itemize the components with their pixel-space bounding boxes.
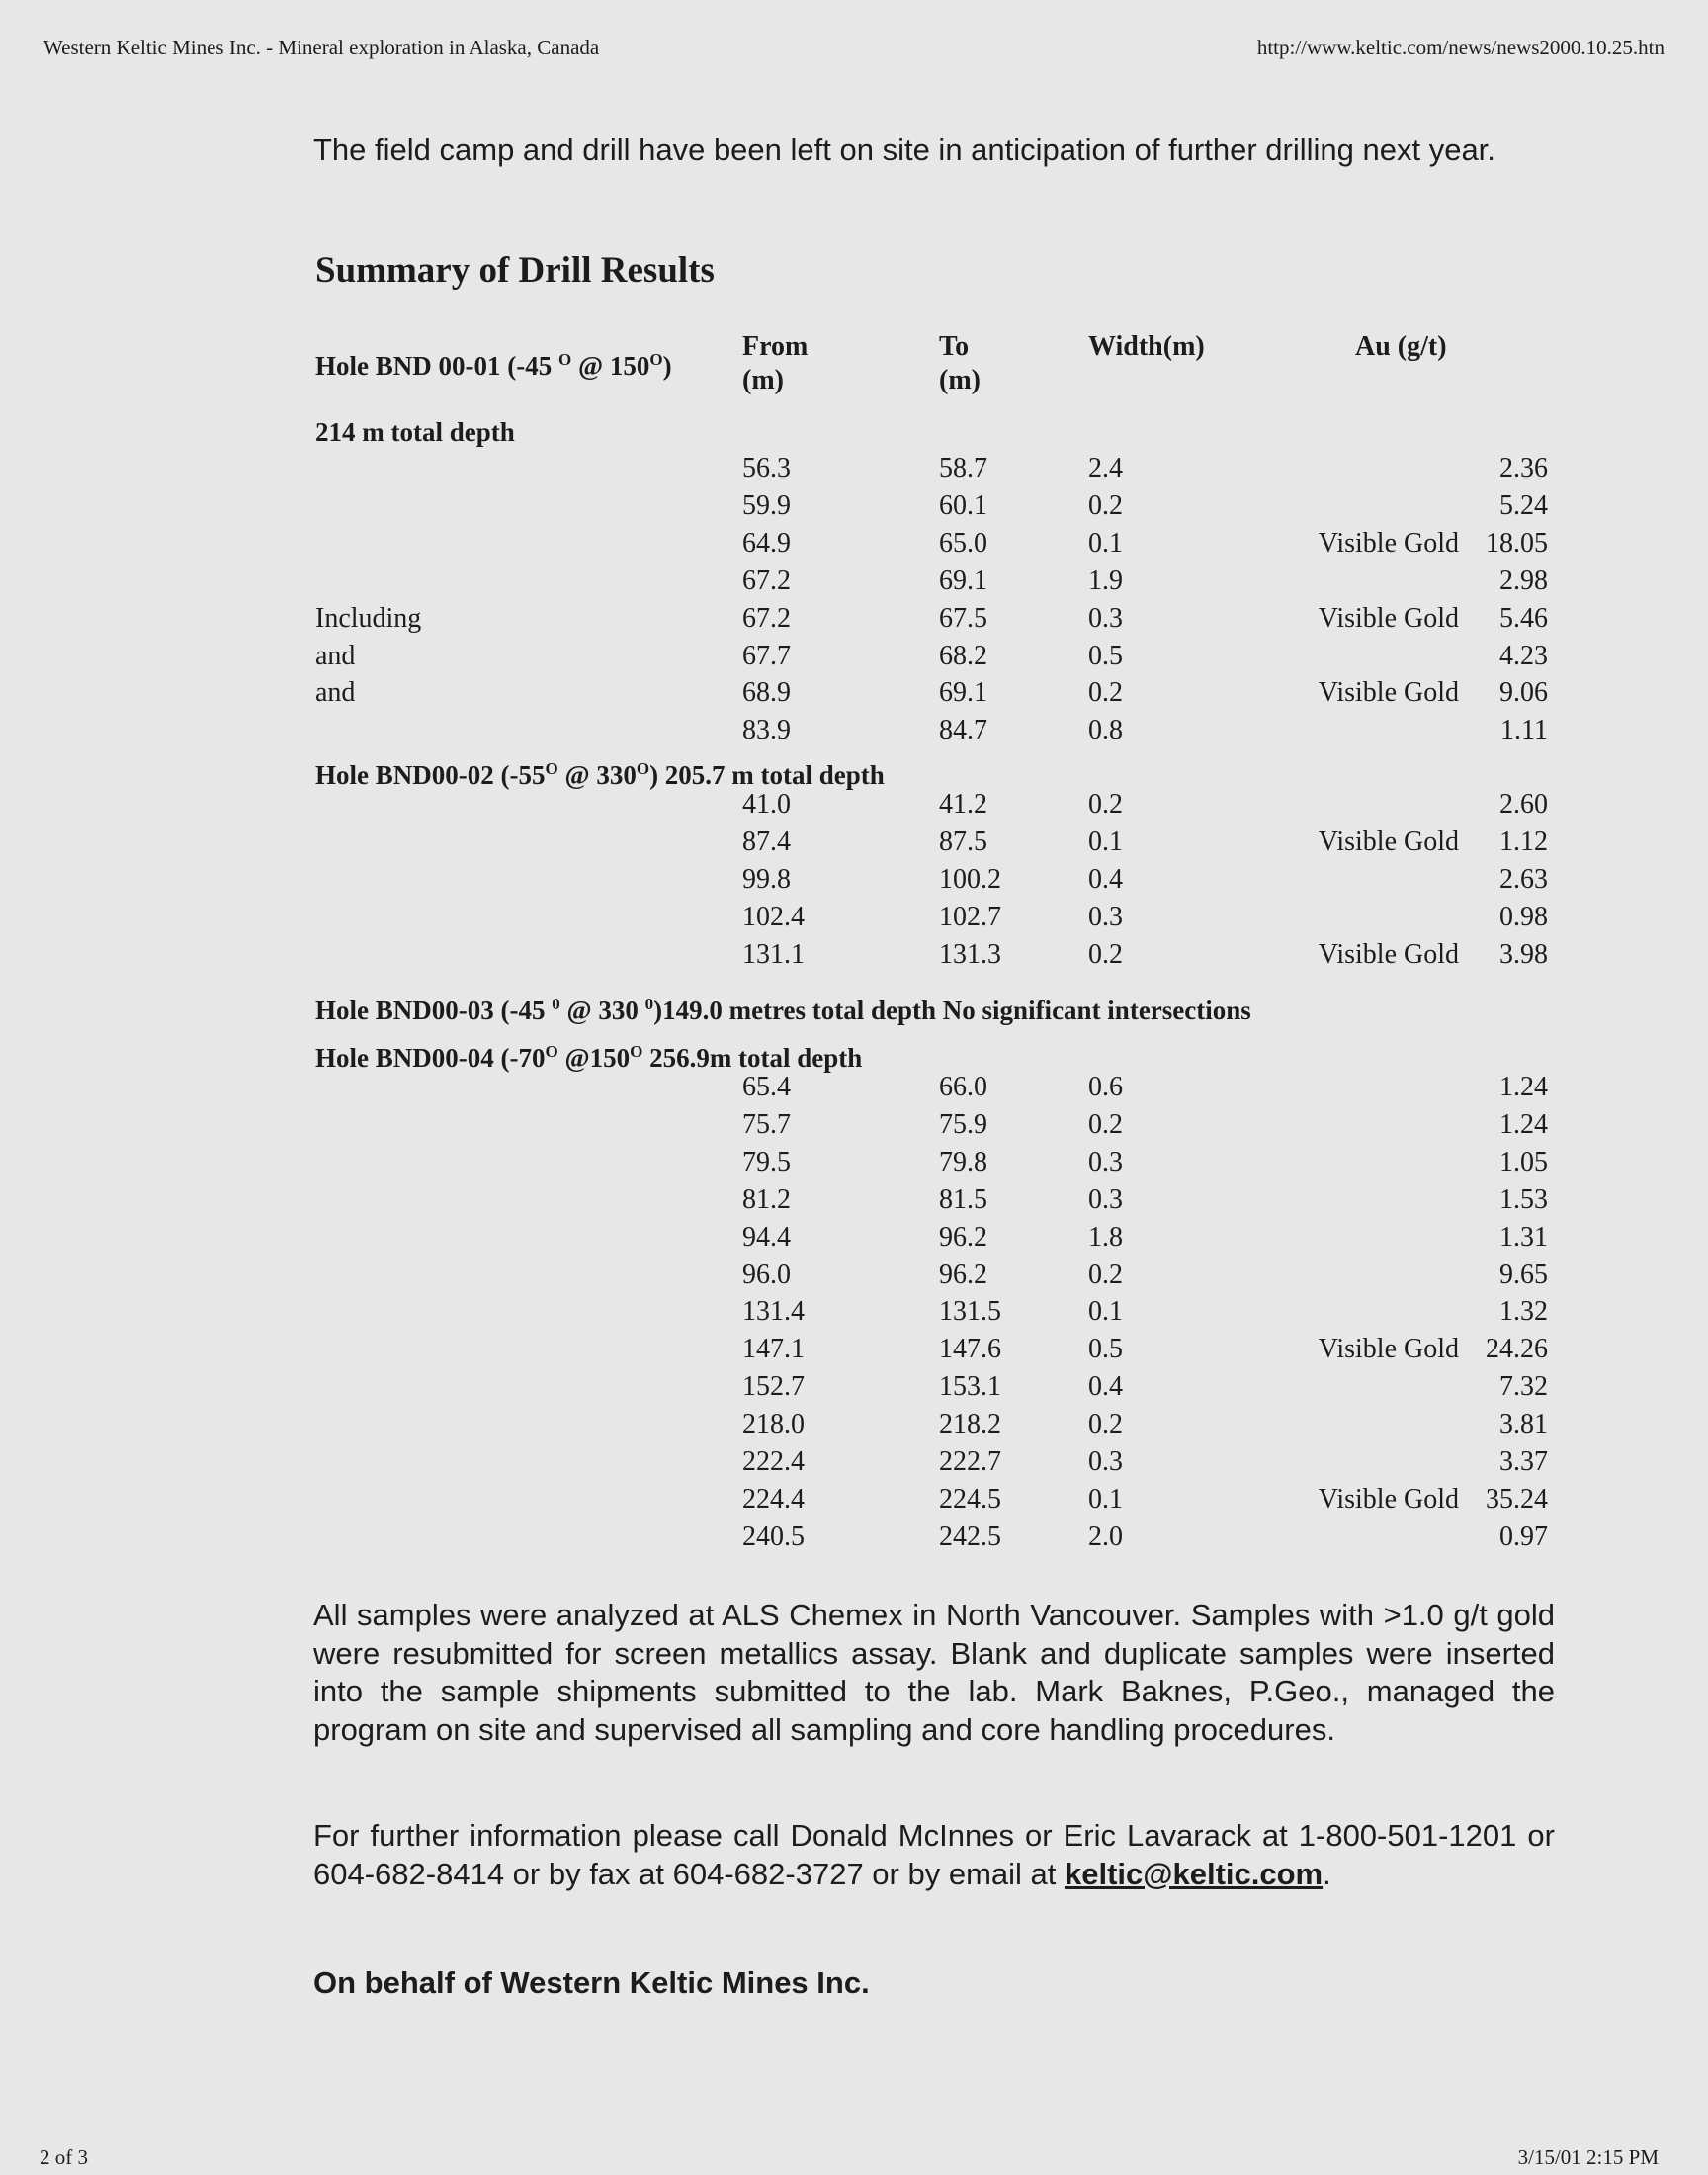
- column-header-width: Width(m): [1088, 331, 1205, 362]
- from-value: 59.9: [742, 489, 791, 521]
- print-timestamp: 3/15/01 2:15 PM: [1517, 2145, 1659, 2169]
- table-row: [0, 1333, 1708, 1366]
- from-label: From: [742, 331, 809, 362]
- au-value: 2.63: [1499, 863, 1548, 895]
- width-value: 0.3: [1088, 901, 1123, 932]
- from-value: 152.7: [742, 1371, 805, 1403]
- width-value: 1.9: [1088, 565, 1123, 596]
- table-row: [0, 676, 1708, 710]
- to-value: 153.1: [939, 1371, 1001, 1403]
- from-value: 218.0: [742, 1409, 805, 1440]
- width-value: 0.8: [1088, 715, 1123, 746]
- hole-title-text: @ 150: [571, 351, 650, 381]
- au-value: 3.37: [1499, 1446, 1548, 1477]
- hole-title-text: Hole BND00-04 (-70: [315, 1043, 546, 1073]
- au-value: 1.32: [1499, 1296, 1548, 1328]
- table-row: [0, 1295, 1708, 1329]
- hole-title: [315, 343, 672, 383]
- width-value: 0.2: [1088, 938, 1123, 970]
- to-value: 68.2: [939, 640, 987, 671]
- to-value: 131.3: [939, 938, 1001, 970]
- table-row: [0, 1483, 1708, 1517]
- au-value: 1.31: [1499, 1221, 1548, 1253]
- table-row: [0, 1146, 1708, 1179]
- to-value: 66.0: [939, 1072, 987, 1102]
- visible-gold-note: Visible Gold: [1318, 1483, 1459, 1515]
- to-value: 147.6: [939, 1334, 1001, 1365]
- to-unit: (m): [939, 365, 981, 395]
- au-value: 1.11: [1500, 715, 1548, 746]
- row-label: and: [315, 677, 356, 709]
- width-value: 0.1: [1088, 826, 1123, 857]
- to-value: 100.2: [939, 863, 1001, 895]
- from-value: 56.3: [742, 453, 791, 483]
- from-value: 222.4: [742, 1446, 805, 1477]
- hole-title-text: Hole BND00-03 (-45: [315, 996, 553, 1025]
- hole-title: [315, 988, 1251, 1027]
- au-value: 35.24: [1486, 1483, 1548, 1515]
- row-label: and: [315, 640, 356, 671]
- from-value: 131.1: [742, 938, 805, 970]
- from-value: 224.4: [742, 1483, 805, 1515]
- contact-text: For further information please call Donald McInnes or Eric Lavarack at 1-800-501-1201 or 604-682-8414 or by fax at 604-682-3727 or by email at: [313, 1818, 1555, 1891]
- from-value: 75.7: [742, 1108, 791, 1140]
- to-value: 84.7: [939, 715, 987, 746]
- table-row: [0, 1183, 1708, 1217]
- from-value: 65.4: [742, 1072, 791, 1102]
- to-value: 96.2: [939, 1221, 987, 1253]
- table-row: [0, 452, 1708, 485]
- table-row: [0, 938, 1708, 972]
- to-value: 69.1: [939, 565, 987, 596]
- table-row: [0, 1259, 1708, 1292]
- width-value: 0.3: [1088, 1446, 1123, 1477]
- from-value: 102.4: [742, 901, 805, 932]
- width-value: 0.2: [1088, 1409, 1123, 1440]
- hole-title-text: @ 330: [557, 760, 637, 790]
- signature-line: On behalf of Western Keltic Mines Inc.: [313, 1965, 870, 2000]
- au-value: 0.98: [1499, 901, 1548, 932]
- hole-title: [315, 752, 885, 792]
- width-value: 0.3: [1088, 602, 1123, 634]
- page-header-title: Western Keltic Mines Inc. - Mineral exploration in Alaska, Canada: [43, 36, 600, 59]
- au-value: 9.06: [1499, 677, 1548, 709]
- au-value: 9.65: [1499, 1259, 1548, 1290]
- from-value: 94.4: [742, 1221, 791, 1253]
- column-header-to: [939, 330, 981, 397]
- from-value: 131.4: [742, 1296, 805, 1328]
- width-value: 1.8: [1088, 1221, 1123, 1253]
- from-value: 99.8: [742, 863, 791, 895]
- au-value: 3.98: [1499, 938, 1548, 970]
- au-value: 7.32: [1499, 1371, 1548, 1403]
- to-value: 60.1: [939, 489, 987, 521]
- table-row: [0, 1408, 1708, 1441]
- intro-paragraph: The field camp and drill have been left on site in anticipation of further drilling next year.: [313, 132, 1495, 167]
- table-row: [0, 1521, 1708, 1554]
- width-value: 0.1: [1088, 1296, 1123, 1328]
- au-value: 4.23: [1499, 640, 1548, 671]
- au-value: 3.81: [1499, 1409, 1548, 1440]
- degree-mark: O: [545, 759, 558, 778]
- to-value: 69.1: [939, 677, 987, 709]
- width-value: 0.1: [1088, 1483, 1123, 1515]
- au-value: 2.36: [1499, 453, 1548, 483]
- table-row: [0, 489, 1708, 523]
- to-value: 81.5: [939, 1183, 987, 1215]
- contact-paragraph: [313, 1817, 1555, 1893]
- table-row: [0, 602, 1708, 636]
- from-value: 68.9: [742, 677, 791, 709]
- au-value: 1.24: [1499, 1108, 1548, 1140]
- au-value: 1.53: [1499, 1183, 1548, 1215]
- row-label: Including: [315, 602, 422, 634]
- from-unit: (m): [742, 365, 784, 395]
- to-value: 79.8: [939, 1146, 987, 1177]
- to-value: 102.7: [939, 901, 1001, 932]
- to-value: 222.7: [939, 1446, 1001, 1477]
- width-value: 0.5: [1088, 1334, 1123, 1365]
- hole-title-text: ) 205.7 m total depth: [649, 760, 885, 790]
- visible-gold-note: Visible Gold: [1318, 602, 1459, 634]
- width-value: 0.4: [1088, 1371, 1123, 1403]
- to-value: 224.5: [939, 1483, 1001, 1515]
- table-row: [0, 788, 1708, 822]
- degree-mark: O: [545, 1042, 558, 1061]
- table-row: [0, 1445, 1708, 1479]
- hole-title-text: Hole BND00-02 (-55: [315, 760, 546, 790]
- table-row: [0, 826, 1708, 859]
- visible-gold-note: Visible Gold: [1318, 527, 1459, 559]
- au-value: 0.97: [1499, 1521, 1548, 1552]
- width-value: 0.6: [1088, 1072, 1123, 1102]
- degree-mark: 0: [644, 995, 654, 1013]
- from-value: 240.5: [742, 1521, 805, 1552]
- width-value: 2.0: [1088, 1521, 1123, 1552]
- email-link[interactable]: keltic@keltic.com: [1064, 1856, 1324, 1891]
- to-value: 65.0: [939, 527, 987, 559]
- degree-mark: O: [630, 1042, 643, 1061]
- column-header-from: [742, 330, 808, 397]
- au-value: 5.24: [1499, 489, 1548, 521]
- table-row: [0, 1071, 1708, 1104]
- au-value: 5.46: [1499, 602, 1548, 634]
- to-value: 41.2: [939, 789, 987, 820]
- au-value: 24.26: [1486, 1334, 1548, 1365]
- from-value: 41.0: [742, 789, 791, 820]
- visible-gold-note: Visible Gold: [1318, 677, 1459, 709]
- au-value: 18.05: [1486, 527, 1548, 559]
- au-value: 2.98: [1499, 565, 1548, 596]
- from-value: 67.7: [742, 640, 791, 671]
- au-value: 1.24: [1499, 1072, 1548, 1102]
- table-row: [0, 901, 1708, 934]
- hole-title-text: Hole BND 00-01 (-45: [315, 351, 558, 381]
- from-value: 67.2: [742, 602, 791, 634]
- table-row: [0, 640, 1708, 673]
- table-row: [0, 527, 1708, 561]
- au-value: 1.05: [1499, 1146, 1548, 1177]
- width-value: 0.2: [1088, 1108, 1123, 1140]
- to-value: 96.2: [939, 1259, 987, 1290]
- width-value: 0.5: [1088, 640, 1123, 671]
- from-value: 64.9: [742, 527, 791, 559]
- table-row: [0, 1370, 1708, 1404]
- visible-gold-note: Visible Gold: [1318, 826, 1459, 857]
- hole-title-text: ): [662, 351, 672, 381]
- from-value: 96.0: [742, 1259, 791, 1290]
- visible-gold-note: Visible Gold: [1318, 938, 1459, 970]
- visible-gold-note: Visible Gold: [1318, 1334, 1459, 1365]
- width-value: 0.2: [1088, 789, 1123, 820]
- table-row: [0, 565, 1708, 598]
- from-value: 147.1: [742, 1334, 805, 1365]
- width-value: 2.4: [1088, 453, 1123, 483]
- hole-title-text: @ 330: [559, 996, 645, 1025]
- from-value: 81.2: [742, 1183, 791, 1215]
- hole-depth: 214 m total depth: [315, 417, 515, 447]
- to-label: To: [939, 331, 970, 362]
- to-value: 58.7: [939, 453, 987, 483]
- table-row: [0, 714, 1708, 747]
- degree-mark: O: [636, 759, 650, 778]
- from-value: 83.9: [742, 715, 791, 746]
- table-row: [0, 1221, 1708, 1255]
- hole-title-text: @150: [557, 1043, 631, 1073]
- hole-title-text: 256.9m total depth: [642, 1043, 863, 1073]
- hole-title-text: )149.0 metres total depth No significant intersections: [653, 996, 1251, 1025]
- width-value: 0.4: [1088, 863, 1123, 895]
- degree-mark: O: [649, 350, 663, 369]
- to-value: 242.5: [939, 1521, 1001, 1552]
- to-value: 75.9: [939, 1108, 987, 1140]
- hole-title: [315, 1035, 862, 1075]
- summary-heading: Summary of Drill Results: [315, 250, 715, 291]
- from-value: 87.4: [742, 826, 791, 857]
- table-row: [0, 863, 1708, 897]
- from-value: 79.5: [742, 1146, 791, 1177]
- samples-paragraph: All samples were analyzed at ALS Chemex in North Vancouver. Samples with >1.0 g/t gold were resubmitted for screen metallics assay. Blank and duplicate samples were inserted into the sample shipments submitted to the lab. Mark Baknes, P.Geo., managed the program on site and supervised all sampling and core handling procedures.: [313, 1598, 1555, 1747]
- degree-mark: 0: [552, 995, 560, 1013]
- degree-mark: O: [557, 350, 572, 369]
- to-value: 87.5: [939, 826, 987, 857]
- width-value: 0.3: [1088, 1146, 1123, 1177]
- au-value: 1.12: [1499, 826, 1548, 857]
- width-value: 0.2: [1088, 489, 1123, 521]
- width-value: 0.2: [1088, 677, 1123, 709]
- width-value: 0.3: [1088, 1183, 1123, 1215]
- to-value: 218.2: [939, 1409, 1001, 1440]
- from-value: 67.2: [742, 565, 791, 596]
- to-value: 67.5: [939, 602, 987, 634]
- width-value: 0.1: [1088, 527, 1123, 559]
- au-value: 2.60: [1499, 789, 1548, 820]
- contact-end: .: [1323, 1856, 1331, 1891]
- table-row: [0, 1108, 1708, 1142]
- page-number: 2 of 3: [40, 2145, 88, 2169]
- column-header-au: Au (g/t): [1355, 331, 1447, 362]
- page-header-url: http://www.keltic.com/news/news2000.10.25.htn: [1256, 36, 1665, 59]
- to-value: 131.5: [939, 1296, 1001, 1328]
- width-value: 0.2: [1088, 1259, 1123, 1290]
